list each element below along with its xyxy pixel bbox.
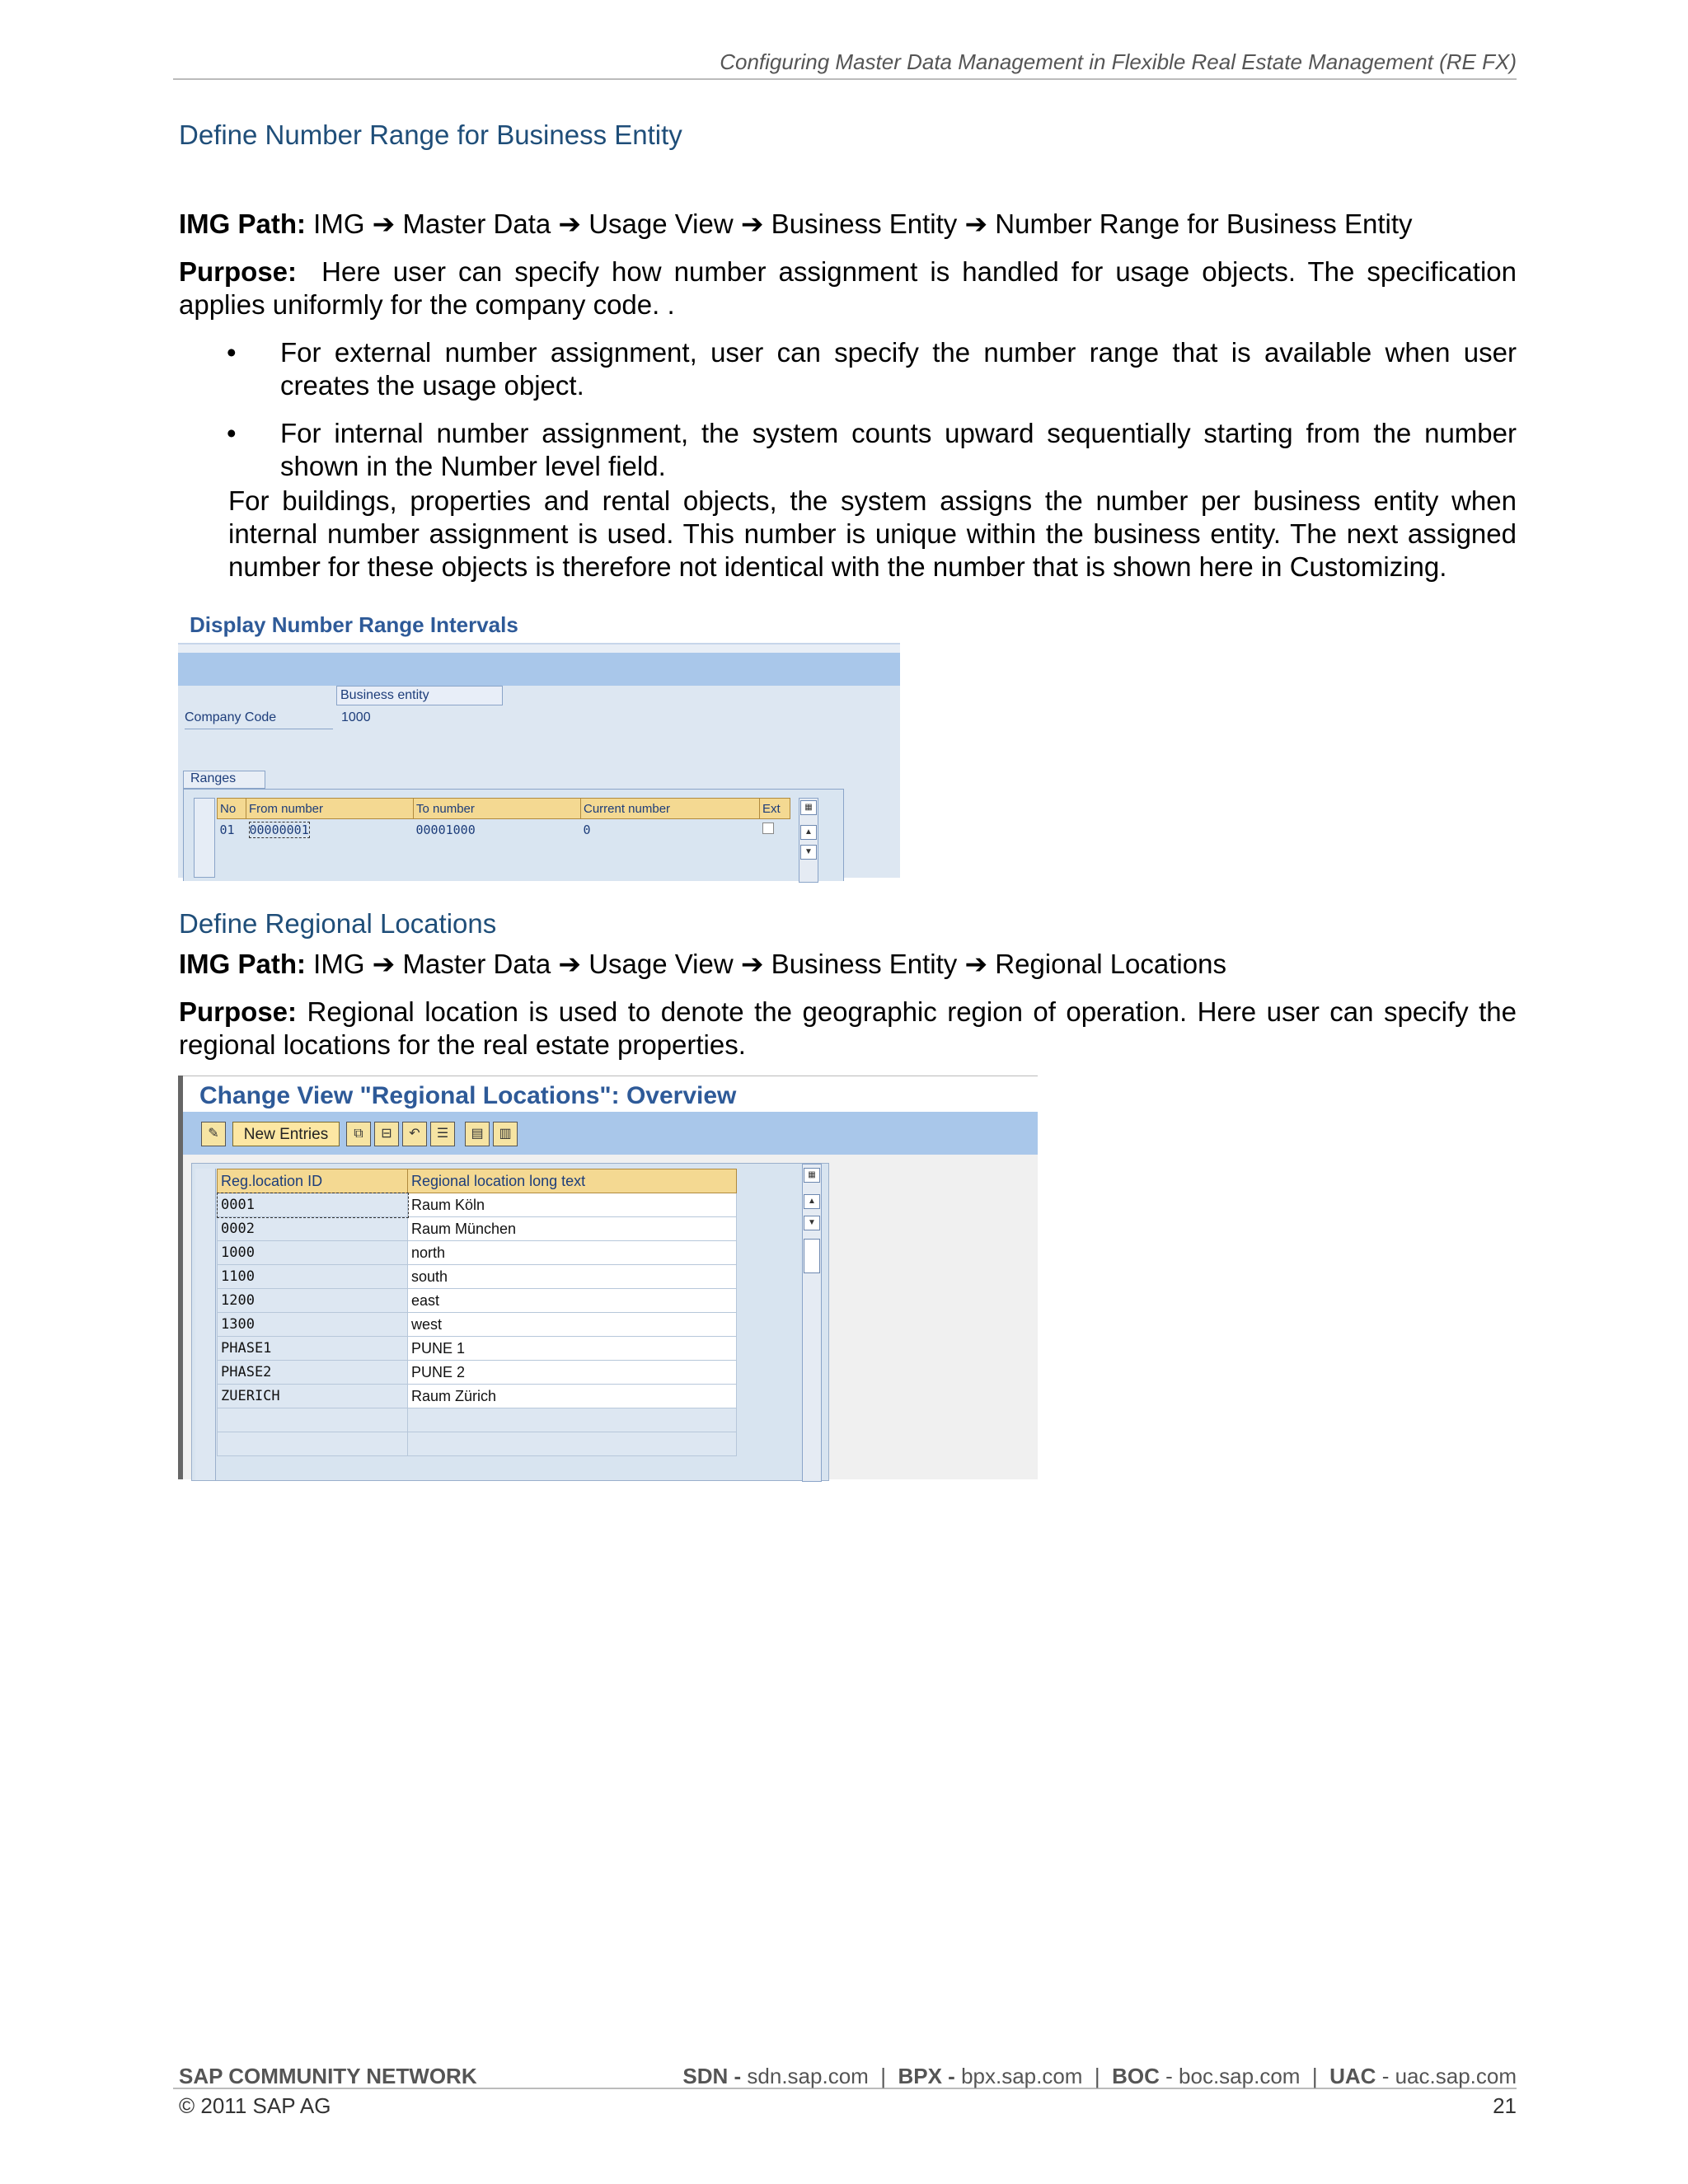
footer-links <box>643 2064 1517 2089</box>
reg-location-text[interactable]: PUNE 2 <box>408 1361 737 1385</box>
title-bar-divider <box>178 643 900 653</box>
reg-location-text[interactable]: PUNE 1 <box>408 1337 737 1361</box>
row-selector-column[interactable] <box>194 798 215 878</box>
reg-location-id[interactable]: ZUERICH <box>218 1385 408 1408</box>
empty-table-row[interactable] <box>218 1432 737 1456</box>
scroll-down-icon[interactable]: ▼ <box>800 845 817 860</box>
column-header[interactable]: Ext <box>760 799 790 819</box>
footer-separator: | <box>1311 2064 1318 2088</box>
bpx-link[interactable]: bpx.sap.com <box>961 2064 1083 2088</box>
table-row[interactable] <box>218 1217 737 1241</box>
scroll-thumb[interactable] <box>804 1239 820 1273</box>
new-entries-button[interactable]: New Entries <box>232 1122 340 1146</box>
uac-label: UAC <box>1329 2064 1376 2088</box>
note-paragraph: For buildings, properties and rental objects, the system assigns the number per business entity when internal number assignment is used. This number is unique within the business entity. The next assigned number for these objects is therefore not identical with the number that is shown here in Customizing. <box>228 485 1517 582</box>
reg-location-text[interactable]: west <box>408 1313 737 1337</box>
sdn-link[interactable]: sdn.sap.com <box>747 2064 869 2088</box>
table-row[interactable] <box>218 1385 737 1408</box>
range-no: 01 <box>219 823 235 837</box>
application-toolbar <box>183 1112 1038 1155</box>
screenshot-title: Change View "Regional Locations": Overview <box>199 1082 737 1109</box>
business-entity-header: Business entity <box>336 686 503 705</box>
empty-cell[interactable] <box>218 1408 408 1432</box>
empty-table-row[interactable] <box>218 1408 737 1432</box>
regional-locations-table-frame <box>191 1163 829 1481</box>
purpose-number-range <box>179 255 1517 321</box>
reg-location-id[interactable]: 1000 <box>218 1241 408 1265</box>
sdn-label: SDN - <box>682 2064 742 2088</box>
purpose-label: Purpose: <box>179 256 298 287</box>
boc-link[interactable]: - boc.sap.com <box>1165 2064 1301 2088</box>
img-path-number-range <box>179 208 1517 241</box>
scroll-up-icon[interactable]: ▲ <box>800 825 817 840</box>
screenshot-title: Display Number Range Intervals <box>190 612 518 637</box>
display-change-icon[interactable]: ✎ <box>201 1122 226 1146</box>
table-settings-icon[interactable]: ▦ <box>804 1168 820 1183</box>
list-item <box>227 336 1517 402</box>
purpose-text: Regional location is used to denote the geographic region of operation. Here user can specify the regional locations for the real estate properties. <box>179 996 1517 1060</box>
footer-separator: | <box>880 2064 887 2088</box>
img-path-label: IMG Path: <box>179 209 306 239</box>
img-path-regional-locations <box>179 948 1517 981</box>
bullet-text: For internal number assignment, the system counts upward sequentially starting from the number shown in the Number level field. <box>280 418 1517 481</box>
purpose-regional-locations <box>179 996 1517 1062</box>
reg-location-id[interactable]: 0001 <box>218 1193 408 1217</box>
boc-label: BOC <box>1112 2064 1160 2088</box>
reg-location-text[interactable]: east <box>408 1289 737 1313</box>
screenshot-number-range-intervals <box>178 606 900 878</box>
footer-separator: | <box>1094 2064 1100 2088</box>
column-header[interactable]: Regional location long text <box>408 1169 737 1193</box>
running-header: Configuring Master Data Management in Flexible Real Estate Management (RE FX) <box>173 49 1517 80</box>
scroll-up-icon[interactable]: ▲ <box>804 1194 820 1209</box>
screen-content <box>183 1155 1038 1479</box>
table-row <box>218 819 790 841</box>
reg-location-id[interactable]: PHASE2 <box>218 1361 408 1385</box>
uac-link[interactable]: - uac.sap.com <box>1381 2064 1517 2088</box>
tab-ranges[interactable]: Ranges <box>183 771 265 789</box>
reg-location-text[interactable]: south <box>408 1265 737 1289</box>
table-header-row <box>218 1169 737 1193</box>
vertical-scrollbar[interactable] <box>799 798 818 883</box>
footer-network: SAP COMMUNITY NETWORK <box>179 2064 477 2088</box>
table-row[interactable] <box>218 1289 737 1313</box>
scroll-down-icon[interactable]: ▼ <box>804 1216 820 1230</box>
ext-checkbox[interactable] <box>760 819 790 841</box>
img-path-label: IMG Path: <box>179 949 306 979</box>
column-header[interactable]: Current number <box>581 799 760 819</box>
reg-location-text[interactable]: Raum Zürich <box>408 1385 737 1408</box>
table-settings-icon[interactable]: ▦ <box>800 800 817 815</box>
deselect-all-icon[interactable]: ▥ <box>493 1122 518 1146</box>
range-from[interactable]: 00000001 <box>249 823 309 837</box>
company-code-label: Company Code <box>185 710 277 724</box>
purpose-text: Here user can specify how number assignment is handled for usage objects. The specification applies uniformly for the company code. . <box>179 256 1517 320</box>
row-selector-column[interactable] <box>195 1169 216 1480</box>
ranges-table <box>217 798 790 841</box>
reg-location-text[interactable]: north <box>408 1241 737 1265</box>
empty-cell[interactable] <box>408 1408 737 1432</box>
empty-cell[interactable] <box>408 1432 737 1456</box>
bullet-list <box>227 336 1517 498</box>
bullet-icon: • <box>227 418 237 448</box>
bullet-icon: • <box>227 337 237 368</box>
table-row[interactable] <box>218 1241 737 1265</box>
select-block-icon[interactable]: ▤ <box>465 1122 490 1146</box>
reg-location-id[interactable]: 1200 <box>218 1289 408 1313</box>
ranges-table-frame <box>183 789 844 881</box>
table-row[interactable] <box>218 1313 737 1337</box>
bullet-text: For external number assignment, user can specify the number range that is available when user creates the usage object. <box>280 337 1517 401</box>
table-row[interactable] <box>218 1361 737 1385</box>
purpose-label: Purpose: <box>179 996 298 1027</box>
regional-locations-table <box>217 1169 737 1456</box>
copy-icon[interactable]: ⧉ <box>346 1122 371 1146</box>
table-row[interactable] <box>218 1337 737 1361</box>
vertical-scrollbar[interactable] <box>802 1164 822 1482</box>
column-header[interactable]: Reg.location ID <box>218 1169 408 1193</box>
img-path-value: IMG ➔ Master Data ➔ Usage View ➔ Business Entity ➔ Number Range for Business Entity <box>313 209 1413 239</box>
list-item <box>227 417 1517 483</box>
section-heading-regional-locations: Define Regional Locations <box>179 908 497 939</box>
screen-body <box>178 686 900 878</box>
reg-location-id[interactable]: 1300 <box>218 1313 408 1337</box>
bpx-label: BPX - <box>898 2064 955 2088</box>
toolbar-band <box>178 653 900 686</box>
empty-cell[interactable] <box>218 1432 408 1456</box>
reg-location-id[interactable]: PHASE1 <box>218 1337 408 1361</box>
table-row[interactable] <box>218 1193 737 1217</box>
company-code-value: 1000 <box>341 710 371 724</box>
section-heading-number-range: Define Number Range for Business Entity <box>179 120 682 150</box>
reg-location-text[interactable]: Raum München <box>408 1217 737 1241</box>
select-all-icon[interactable]: ☰ <box>430 1122 455 1146</box>
reg-location-id[interactable]: 1100 <box>218 1265 408 1289</box>
table-row[interactable] <box>218 1265 737 1289</box>
screenshot-regional-locations <box>178 1076 1038 1479</box>
table-header-row <box>218 799 790 819</box>
img-path-value: IMG ➔ Master Data ➔ Usage View ➔ Business Entity ➔ Regional Locations <box>313 949 1226 979</box>
page-number: 21 <box>1493 2093 1517 2118</box>
column-header[interactable]: To number <box>414 799 581 819</box>
delete-icon[interactable]: ⊟ <box>374 1122 399 1146</box>
column-header[interactable]: No <box>218 799 246 819</box>
range-to: 00001000 <box>415 823 476 837</box>
range-current: 0 <box>583 823 591 837</box>
copyright: © 2011 SAP AG <box>179 2093 331 2118</box>
undo-icon[interactable]: ↶ <box>402 1122 427 1146</box>
reg-location-text[interactable]: Raum Köln <box>408 1193 737 1217</box>
reg-location-id[interactable]: 0002 <box>218 1217 408 1241</box>
column-header[interactable]: From number <box>246 799 414 819</box>
